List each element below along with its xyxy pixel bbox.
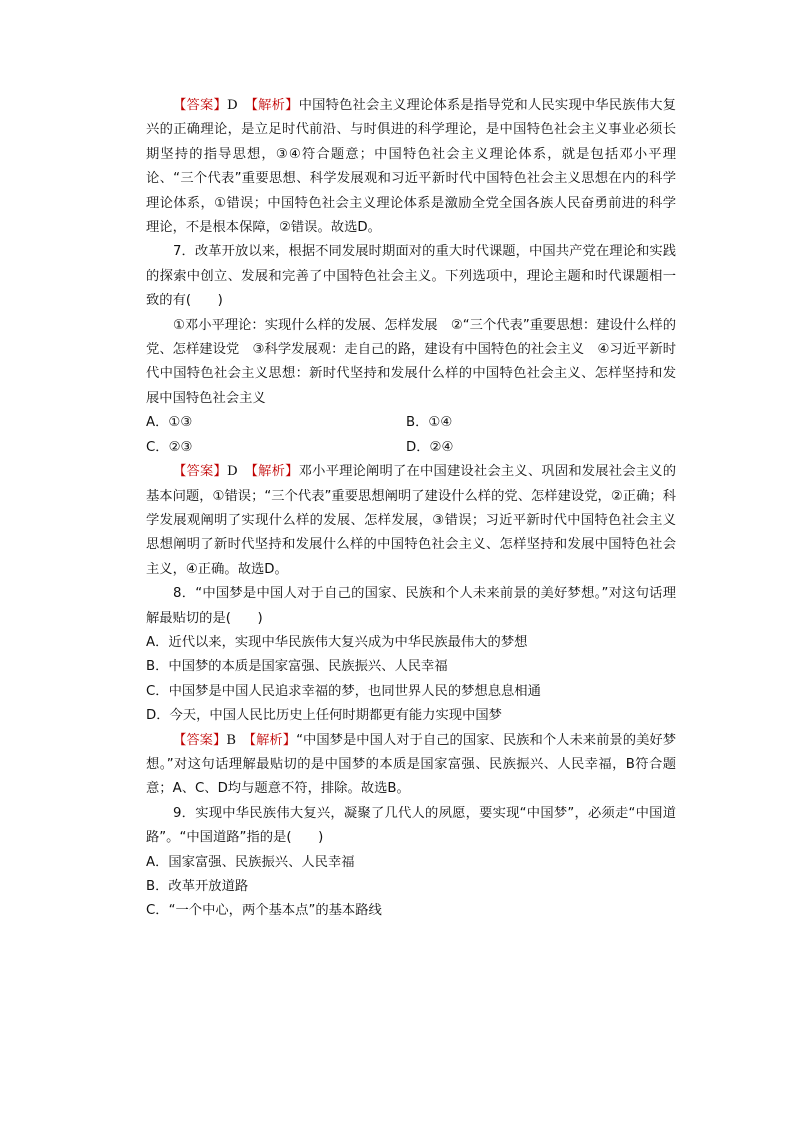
q7-stem: 7．改革开放以来，根据不同发展时期面对的重大时代课题，中国共产党在理论和实践的探索中创立、发展和完善了中国特色社会主义。下列选项中，理论主题和时代课题相一致的有( ) bbox=[146, 244, 676, 309]
answer-tag: 【答案】 bbox=[173, 464, 227, 480]
answer-tag: 【答案】 bbox=[173, 98, 227, 113]
answer-letter: D bbox=[226, 98, 238, 113]
document-body bbox=[146, 94, 676, 924]
q7-items: ①邓小平理论：实现什么样的发展、怎样发展 ②“三个代表”重要思想：建设什么样的党、怎样建设党 ③科学发展观：走自己的路，建设有中国特色的社会主义 ④习近平新时代中国特色社会主义思想：新时代坚持和发展什么样的中国特色社会主义、怎样坚持和发展中国特色社会主义 bbox=[146, 317, 677, 406]
analysis-tag: 【解析】 bbox=[251, 98, 299, 113]
q7-options-row-1 bbox=[146, 411, 676, 435]
analysis-text: 邓小平理论阐明了在中国建设社会主义、巩固和发展社会主义的基本问题，①错误；“三个代表”重要思想阐明了建设什么样的党、怎样建设党，②正确；科学发展观阐明了实现什么样的发展、怎样发展，③错误；习近平新时代中国特色社会主义思想阐明了新时代坚持和发展什么样的中国特色社会主义、怎样坚持和发展中国特色社会主义，④正确。故选D。 bbox=[146, 464, 677, 577]
q9-option-b: B．改革开放道路 bbox=[146, 879, 249, 894]
q9-stem: 9．实现中华民族伟大复兴，凝聚了几代人的夙愿，要实现“中国梦”，必须走“中国道路”。“中国道路”指的是( ) bbox=[146, 805, 676, 846]
analysis-tag: 【解析】 bbox=[249, 732, 297, 748]
q7-answer-paragraph bbox=[146, 460, 676, 582]
q9-option-a: A．国家富强、民族振兴、人民幸福 bbox=[146, 854, 355, 870]
analysis-text: “中国梦是中国人对于自己的国家、民族和个人未来前景的美好梦想。”对这句话理解最贴切的是中国梦的本质是国家富强、民族振兴、人民幸福，B符合题意；A、C、D均与题意不符，排除。故选B。 bbox=[146, 732, 677, 797]
answer-letter: D bbox=[226, 464, 238, 480]
q7-option-a: A．①③ bbox=[146, 415, 193, 431]
analysis-tag: 【解析】 bbox=[251, 464, 299, 480]
q6-answer-paragraph bbox=[146, 94, 676, 240]
q7-option-c: C．②③ bbox=[146, 439, 193, 455]
q8-option-c: C．中国梦是中国人民追求幸福的梦，也同世界人民的梦想息息相通 bbox=[146, 683, 541, 699]
analysis-text: 中国特色社会主义理论体系是指导党和人民实现中华民族伟大复兴的正确理论，是立足时代前沿、与时俱进的科学理论，是中国特色社会主义事业必须长期坚持的指导思想，③④符合题意；中国特色社会主义理论体系，就是包括邓小平理论、“三个代表”重要思想、科学发展观和习近平新时代中国特色社会主义思想在内的科学理论体系，①错误；中国特色社会主义理论体系是激励全党全国各族人民奋勇前进的科学理论，不是根本保障，②错误。故选D。 bbox=[146, 98, 677, 236]
q7-options-row-2 bbox=[146, 436, 676, 460]
answer-letter: B bbox=[226, 732, 237, 748]
q8-option-b: B．中国梦的本质是国家富强、民族振兴、人民幸福 bbox=[146, 659, 448, 675]
q8-option-a: A．近代以来，实现中华民族伟大复兴成为中华民族最伟大的梦想 bbox=[146, 634, 528, 650]
q8-answer-paragraph bbox=[146, 729, 676, 802]
q8-option-d: D．今天，中国人民比历史上任何时期都更有能力实现中国梦 bbox=[146, 708, 502, 724]
q7-option-d: D．②④ bbox=[406, 439, 454, 455]
q9-option-c: C．“一个中心，两个基本点”的基本路线 bbox=[146, 903, 382, 919]
q8-stem: 8．“中国梦是中国人对于自己的国家、民族和个人未来前景的美好梦想。”对这句话理解最贴切的是( ) bbox=[146, 586, 676, 626]
answer-tag: 【答案】 bbox=[173, 732, 227, 748]
q7-option-b: B．①④ bbox=[406, 415, 453, 431]
